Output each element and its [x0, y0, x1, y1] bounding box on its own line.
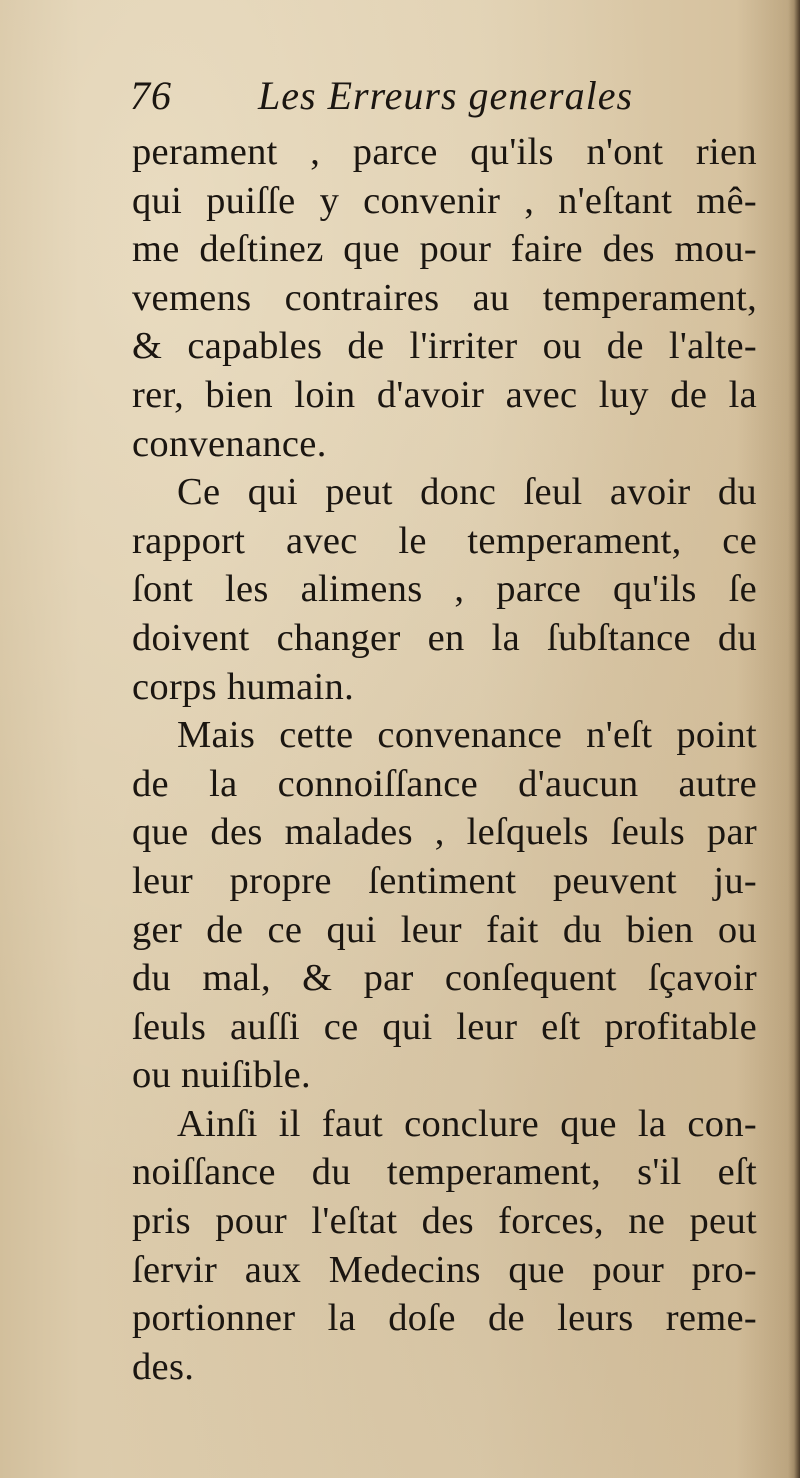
page-header [130, 72, 750, 132]
text-line: doivent changer en la ſubſtance du [132, 616, 757, 659]
text-line: qui puiſſe y convenir , n'eſtant mê- [132, 179, 757, 222]
text-line: Ainſi il faut conclure que la con- [177, 1102, 757, 1145]
text-line: portionner la doſe de leurs reme- [132, 1297, 757, 1340]
text-line: rer, bien loin d'avoir avec luy de la [132, 373, 757, 416]
body-text [132, 128, 757, 1391]
text-line: Mais cette convenance n'eſt point [177, 714, 757, 757]
text-line: leur propre ſentiment peuvent ju- [132, 859, 757, 902]
text-line: ger de ce qui leur fait du bien ou [132, 908, 757, 951]
text-line: noiſſance du temperament, s'il eſt [132, 1151, 757, 1194]
text-line: ſont les alimens , parce qu'ils ſe [132, 568, 757, 611]
text-line: me deſtinez que pour faire des mou- [132, 228, 757, 271]
page-edge-shadow [788, 0, 800, 1478]
text-line: ſeuls auſſi ce qui leur eſt profitable [132, 1005, 757, 1048]
text-line: convenance. [132, 422, 327, 465]
text-line: corps humain. [132, 665, 355, 708]
text-line: perament , parce qu'ils n'ont rien [132, 131, 757, 173]
text-line: vemens contraires au temperament, [132, 276, 757, 319]
text-line: de la connoiſſance d'aucun autre [132, 762, 757, 805]
text-line: que des malades , leſquels ſeuls par [132, 811, 757, 854]
text-line: rapport avec le temperament, ce [132, 519, 757, 562]
text-line: pris pour l'eſtat des forces, ne peut [132, 1200, 757, 1243]
text-line: du mal, & par conſequent ſçavoir [132, 957, 757, 1000]
running-title: Les Erreurs generales [258, 73, 634, 118]
text-line: des. [132, 1345, 195, 1388]
text-line: ou nuiſible. [132, 1054, 311, 1097]
text-line: Ce qui peut donc ſeul avoir du [177, 471, 757, 514]
text-line: ſervir aux Medecins que pour pro- [132, 1248, 757, 1291]
page-number: 76 [130, 73, 172, 118]
text-line: & capables de l'irriter ou de l'alte- [132, 325, 757, 368]
